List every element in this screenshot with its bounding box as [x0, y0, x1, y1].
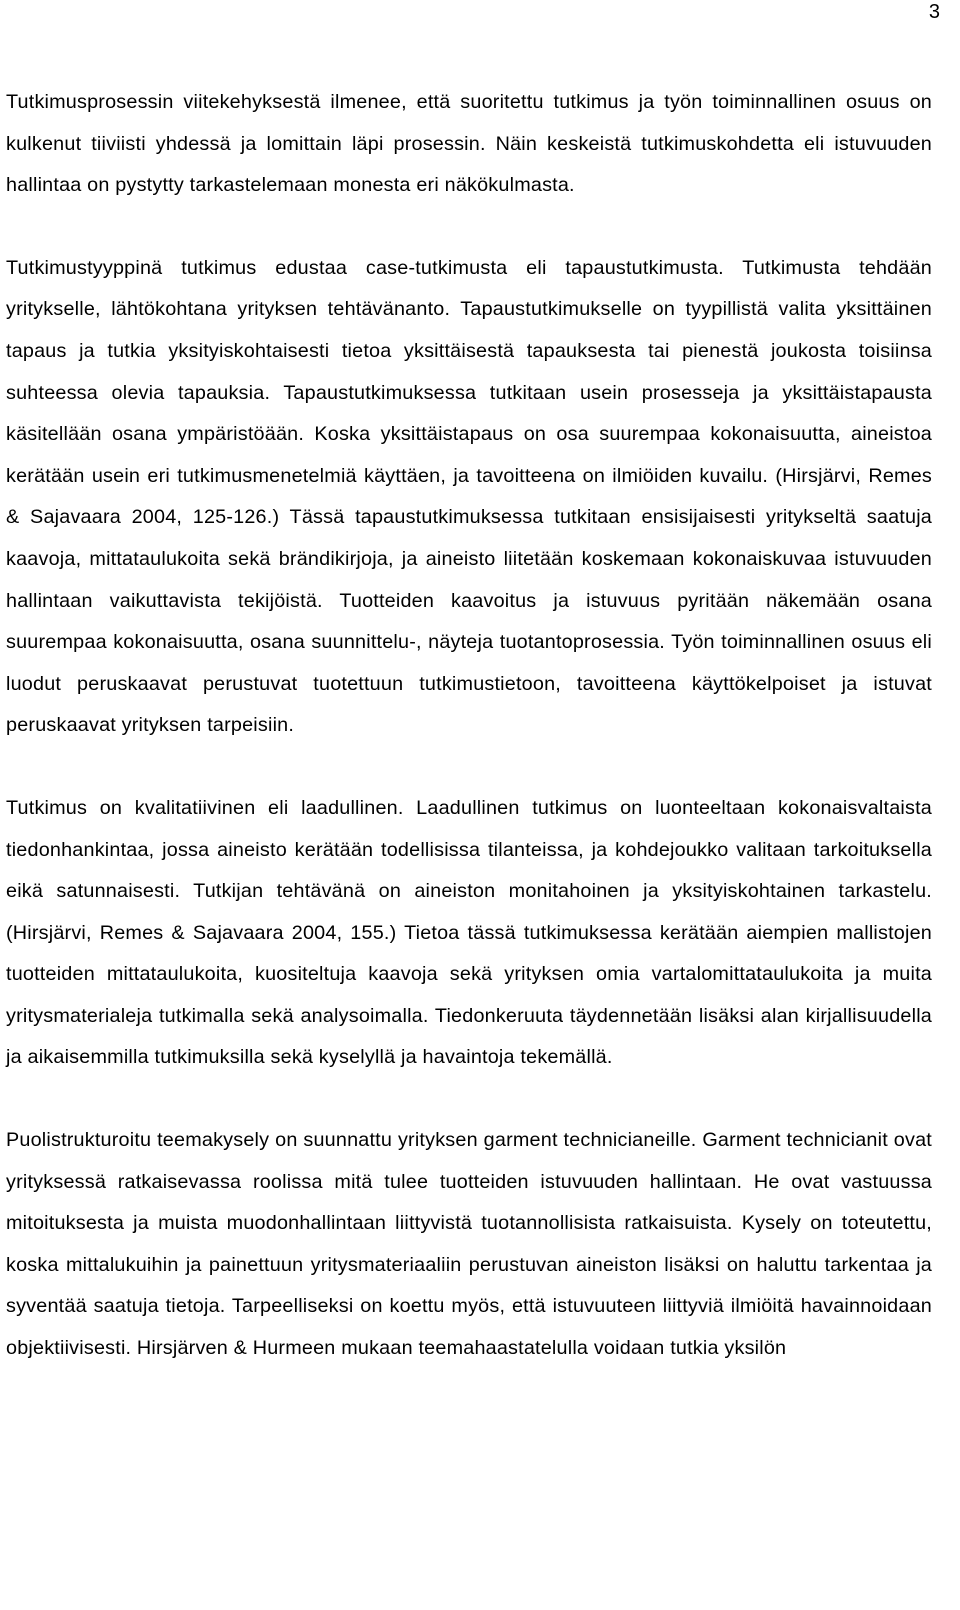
paragraph-case-study: Tutkimustyyppinä tutkimus edustaa case-tutkimusta eli tapaustutkimusta. Tutkimusta tehdään yritykselle, lähtökohtana yrityksen tehtävänanto. Tapaustutkimukselle on tyypillistä valita yksittäinen tapaus ja tutkia yksityiskohtaisesti tietoa yksittäisestä tapauksesta tai pienestä joukosta toisiinsa suhteessa olevia tapauksia. Tapaustutkimuksessa tutkitaan usein prosesseja ja yksittäistapausta käsitellään osana ympäristöään. Koska yksittäistapaus on osa suurempaa kokonaisuutta, aineistoa kerätään usein eri tutkimusmenetelmiä käyttäen, ja tavoitteena on ilmiöiden kuvailu. (Hirsjärvi, Remes & Sajavaara 2004, 125-126.) Tässä tapaustutkimuksessa tutkitaan ensisijaisesti yritykseltä saatuja kaavoja, mittataulukoita sekä brändikirjoja, ja aineisto liitetään koskemaan kokonaiskuvaa istuvuuden hallintaan vaikuttavista tekijöistä. Tuotteiden kaavoitus ja istuvuus pyritään näkemään osana suurempaa kokonaisuutta, osana suunnittelu-, näyteja tuotantoprosessia. Työn toiminnallinen osuus eli luodut peruskaavat perustuvat tuotettuun tutkimustietoon, tavoitteena käyttökelpoiset ja istuvat peruskaavat yrityksen tarpeisiin.: [6, 256, 932, 737]
paragraph-framework: Tutkimusprosessin viitekehyksestä ilmenee, että suoritettu tutkimus ja työn toiminnallinen osuus on kulkenut tiiviisti yhdessä ja lomittain läpi prosessin. Näin keskeistä tutkimuskohdetta eli istuvuuden hallintaa on pystytty tarkastelemaan monesta eri näkökulmasta.: [6, 91, 932, 197]
page-number: 3: [928, 1, 940, 23]
paragraph-qualitative: Tutkimus on kvalitatiivinen eli laadullinen. Laadullinen tutkimus on luonteeltaan kokonaisvaltaista tiedonhankintaa, jossa aineisto kerätään todellisissa tilanteissa, ja kohdejoukko valitaan tarkoituksella eikä satunnaisesti. Tutkijan tehtävänä on aineiston monitahoinen ja yksityiskohtainen tarkastelu. (Hirsjärvi, Remes & Sajavaara 2004, 155.) Tietoa tässä tutkimuksessa kerätään aiempien mallistojen tuotteiden mittataulukoita, kuositeltuja kaavoja sekä yrityksen omia vartalomittataulukoita ja muita yritysmaterialeja tutkimalla sekä analysoimalla. Tiedonkeruuta täydennetään lisäksi alan kirjallisuudella ja aikaisemmilla tutkimuksilla sekä kyselyllä ja havaintoja tekemällä.: [6, 796, 932, 1069]
document-body: [6, 82, 932, 1370]
paragraph-questionnaire: Puolistrukturoitu teemakysely on suunnattu yrityksen garment technicianeille. Garment technicianit ovat yrityksessä ratkaisevassa roolissa mitä tulee tuotteiden istuvuuden hallintaan. He ovat vastuussa mitoituksesta ja muista muodonhallintaan liittyvistä tuotannollisista ratkaisuista. Kysely on toteutettu, koska mittalukuihin ja painettuun yritysmateriaaliin perustuvan aineiston lisäksi on haluttu tarkentaa ja syventää saatuja tietoja. Tarpeelliseksi on koettu myös, että istuvuuteen liittyviä ilmiöitä havainnoidaan objektiivisesti. Hirsjärven & Hurmeen mukaan teemahaastatelulla voidaan tutkia yksilön: [6, 1129, 932, 1360]
